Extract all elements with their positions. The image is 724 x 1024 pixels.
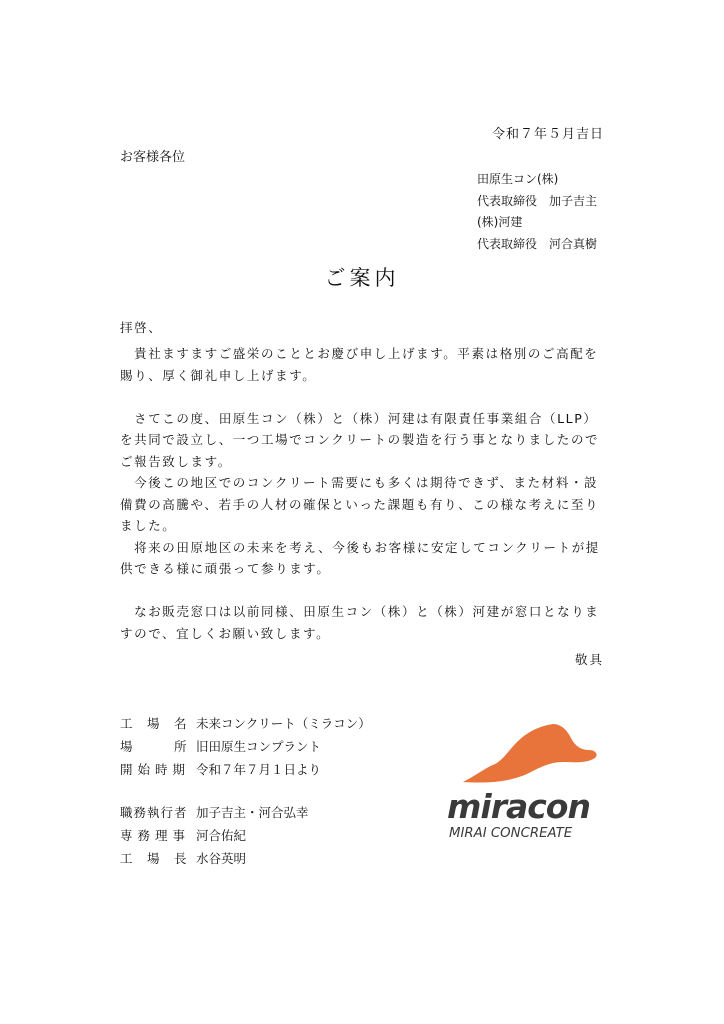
paragraph-reason: 今後この地区でのコンクリート需要にも多くは期待できず、また材料・設備費の高騰や、若手の人材の確保といった課題も有り、この様な考えに至りました。 [120, 475, 600, 533]
paragraph-opening: 貴社ますますご盛栄のこととお慶び申し上げます。平素は格別のご高配を賜り、厚く御礼申し上げます。 [120, 346, 599, 383]
paragraph-sales-contact: なお販売窓口は以前同様、田原生コン（株）と（株）河建が窓口となりますので、宜しくお願い致します。 [120, 604, 600, 641]
logo-wordmark: miracon [447, 787, 590, 826]
paragraph-announcement: さてこの度、田原生コン（株）と（株）河建は有限責任事業組合（LLP）を共同で設立し、一つ工場でコンクリートの製造を行う事となりましたのでご報告致します。 [120, 410, 600, 469]
logo-tagline: MIRAI CONCREATE [449, 826, 573, 841]
paragraph-future: 将来の田原地区の未来を考え、今後もお客様に安定してコンクリートが提供できる様に頑張って参ります。 [120, 539, 600, 576]
info-label: 工 場 名 [120, 716, 188, 731]
info-row-factory-name [120, 714, 371, 732]
info-label: 開始時期 [120, 762, 191, 777]
letter-body [120, 343, 604, 644]
info-value: 加子吉主・河合弘幸 [196, 805, 309, 820]
mountain-icon [463, 724, 597, 783]
info-value: 旧田原生コンプラント [196, 739, 322, 754]
miracon-logo [445, 718, 615, 843]
letter-greeting: 拝啓、 [120, 320, 163, 335]
info-label: 専務理事 [120, 828, 191, 843]
letter-date: 令和７年５月吉日 [491, 127, 604, 142]
addressee: お客様各位 [120, 150, 186, 165]
info-row-start-date [120, 760, 321, 778]
miracon-logo-graphic [445, 718, 615, 843]
sender-representative-1: 代表取締役 加子吉主 [477, 194, 598, 208]
sender-company-1: 田原生コン(株) [477, 172, 559, 186]
paragraph-spacer [120, 386, 604, 408]
info-row-executive [120, 803, 309, 821]
info-row-factory-manager [120, 849, 246, 867]
info-value: 水谷英明 [196, 851, 247, 866]
info-value: 未来コンクリート（ミラコン） [196, 716, 371, 731]
paragraph-spacer [120, 580, 604, 602]
info-row-managing-director [120, 826, 246, 844]
info-label: 職務執行者 [120, 805, 188, 820]
page-title: ご案内 [324, 266, 400, 290]
info-value: 河合佑紀 [196, 828, 247, 843]
info-value: 令和７年７月１日より [196, 762, 322, 777]
info-row-location [120, 737, 321, 755]
info-label: 工 場 長 [120, 851, 188, 866]
letter-closing: 敬具 [574, 652, 604, 667]
sender-company-2: (株)河建 [477, 215, 523, 229]
info-label: 場 所 [120, 739, 188, 754]
sender-representative-2: 代表取締役 河合真樹 [477, 237, 598, 251]
